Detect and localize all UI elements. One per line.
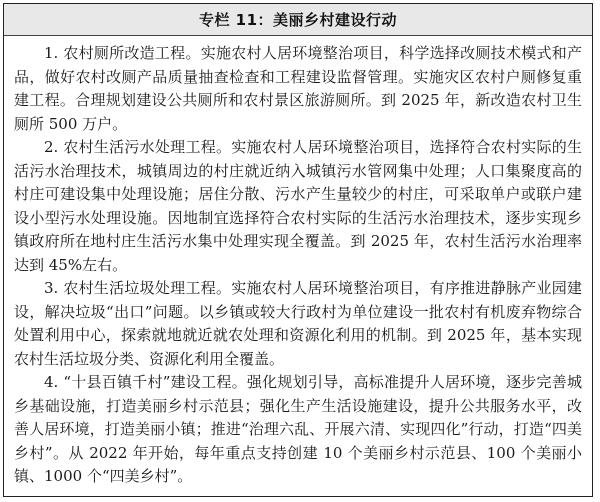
paragraph-toilet-renovation: 1. 农村厕所改造工程。实施农村人居环境整治项目，科学选择改厕技术模式和产品，做好农村改厕产品质量抽查检查和工程建设监督管理。实施灾区农村户厕修复重建工程。合理规划建设公共厕所和农村景区旅游厕所。到 2025 年，新改造农村卫生厕所 500 万户。 xyxy=(14,44,582,133)
column-title: 专栏 11：美丽乡村建设行动 xyxy=(4,4,592,36)
paragraph-waste-treatment: 3. 农村生活垃圾处理工程。实施农村人居环境整治项目，有序推进静脉产业园建设，解决垃圾“出口”问题。以乡镇或较大行政村为单位建设一批农村有机废弃物综合处置利用中心，探索就地就近就农处理和资源化利用的机制。到 2025 年，基本实现农村生活垃圾分类、资源化利用全覆盖。 xyxy=(14,279,582,368)
paragraph-county-town-village: 4. “十县百镇千村”建设工程。强化规划引导，高标准提升人居环境，逐步完善城乡基础设施，打造美丽乡村示范县；强化生产生活设施建设，提升公共服务水平，改善人居环境，打造美丽小镇；推进“治理六乱、开展六清、实现四化”行动，打造“四美乡村”。从 2022 年开始，每年重点支持创建 10 个美丽乡村示范县、100 个美丽小镇、1000 个“四美乡村”。 xyxy=(14,373,582,485)
special-column-box xyxy=(3,3,593,497)
column-content xyxy=(4,36,592,489)
paragraph-sewage-treatment: 2. 农村生活污水处理工程。实施农村人居环境整治项目，选择符合农村实际的生活污水治理技术，城镇周边的村庄就近纳入城镇污水管网集中处理；人口集聚度高的村庄可建设集中处理设施；居住分散、污水产生量较少的村庄，可采取单户或联户建设小型污水处理设施。因地制宜选择符合农村实际的生活污水治理技术，逐步实现乡镇政府所在地村庄生活污水集中处理实现全覆盖。到 2025 年，农村生活污水治理率达到 45%左右。 xyxy=(14,138,582,274)
